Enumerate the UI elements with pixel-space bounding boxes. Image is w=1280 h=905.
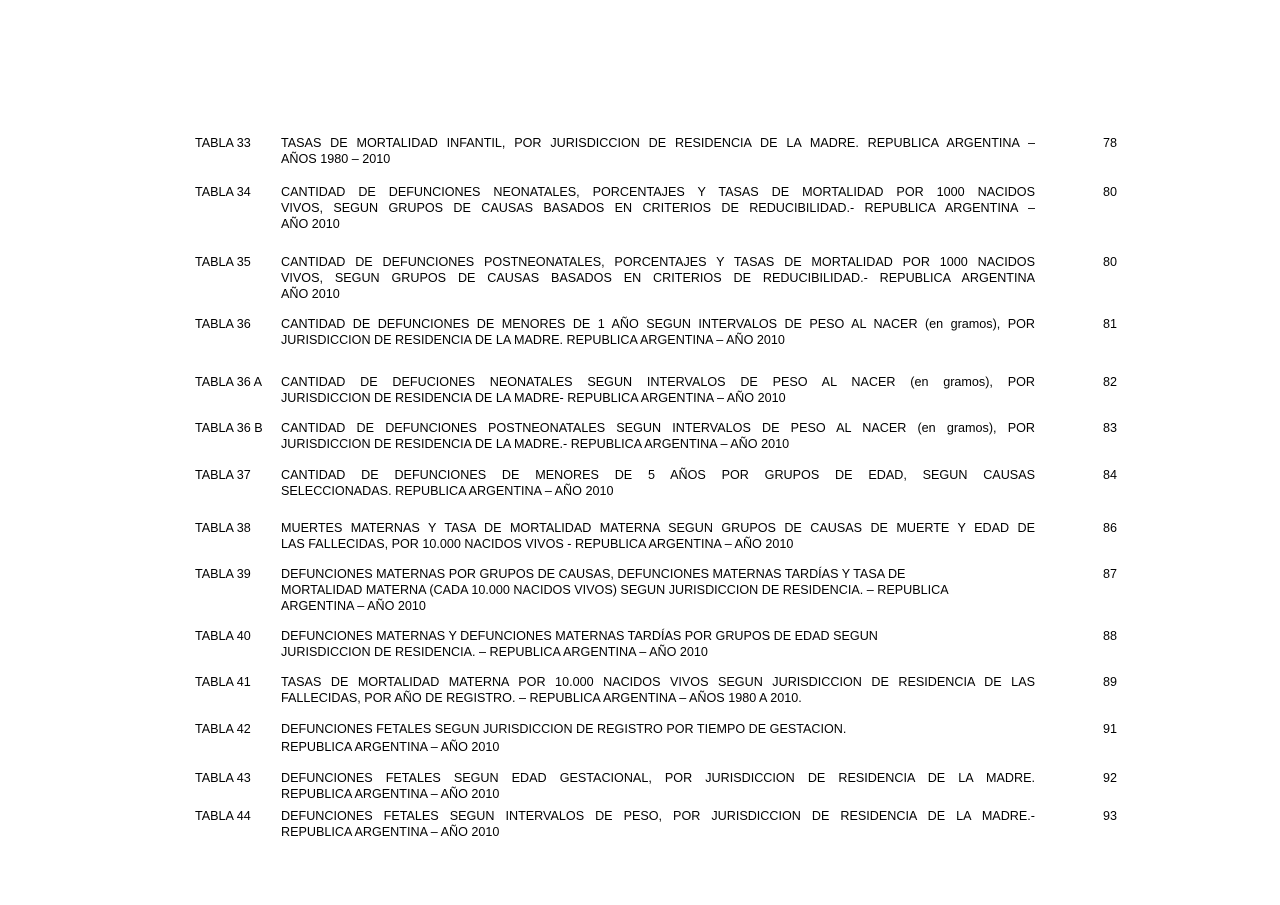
table-label: TABLA 36 (195, 317, 251, 331)
table-title (281, 467, 1035, 499)
page-number: 88 (1102, 629, 1117, 643)
table-title (281, 184, 1035, 232)
title-line: TASAS DE MORTALIDAD MATERNA POR 10.000 NACIDOS VIVOS SEGUN JURISDICCION DE RESIDENCIA DE LAS (281, 675, 1035, 689)
title-line: CANTIDAD DE DEFUCIONES NEONATALES SEGUN INTERVALOS DE PESO AL NACER (en gramos), POR (281, 375, 1035, 389)
title-line: MUERTES MATERNAS Y TASA DE MORTALIDAD MATERNA SEGUN GRUPOS DE CAUSAS DE MUERTE Y EDAD DE (281, 521, 1035, 535)
table-title (281, 566, 1035, 614)
title-line: CANTIDAD DE DEFUNCIONES DE MENORES DE 1 AÑO SEGUN INTERVALOS DE PESO AL NACER (en gramos), POR (281, 317, 1035, 331)
table-label: TABLA 38 (195, 521, 251, 535)
table-title (281, 520, 1035, 552)
table-label: TABLA 43 (195, 771, 251, 785)
table-title (281, 628, 1035, 660)
title-line: CANTIDAD DE DEFUNCIONES DE MENORES DE 5 AÑOS POR GRUPOS DE EDAD, SEGUN CAUSAS (281, 468, 1035, 482)
title-line: TASAS DE MORTALIDAD INFANTIL, POR JURISDICCION DE RESIDENCIA DE LA MADRE. REPUBLICA ARGENTINA – (281, 136, 1035, 150)
table-label: TABLA 42 (195, 722, 251, 736)
table-title (281, 808, 1035, 840)
table-title (281, 316, 1035, 348)
page-number: 80 (1102, 255, 1117, 269)
title-line: AÑO 2010 (281, 287, 340, 301)
title-line: LAS FALLECIDAS, POR 10.000 NACIDOS VIVOS - REPUBLICA ARGENTINA – AÑO 2010 (281, 537, 794, 551)
page-number: 78 (1102, 136, 1117, 150)
page-number: 93 (1102, 809, 1117, 823)
page-number: 87 (1102, 567, 1117, 581)
title-line: SELECCIONADAS. REPUBLICA ARGENTINA – AÑO 2010 (281, 484, 614, 498)
table-label: TABLA 36 A (195, 375, 262, 389)
title-line: REPUBLICA ARGENTINA – AÑO 2010 (281, 740, 500, 754)
table-label: TABLA 40 (195, 629, 251, 643)
title-line: JURISDICCION DE RESIDENCIA. – REPUBLICA ARGENTINA – AÑO 2010 (281, 645, 708, 659)
title-line: DEFUNCIONES FETALES SEGUN EDAD GESTACIONAL, POR JURISDICCION DE RESIDENCIA DE LA MADRE. (281, 771, 1035, 785)
table-title (281, 135, 1035, 167)
title-line: AÑO 2010 (281, 217, 340, 231)
table-label: TABLA 41 (195, 675, 251, 689)
title-line: AÑOS 1980 – 2010 (281, 152, 391, 166)
page-number: 86 (1102, 521, 1117, 535)
page-number: 84 (1102, 468, 1117, 482)
title-line: DEFUNCIONES MATERNAS POR GRUPOS DE CAUSAS, DEFUNCIONES MATERNAS TARDÍAS Y TASA DE (281, 567, 906, 581)
title-line: JURISDICCION DE RESIDENCIA DE LA MADRE- REPUBLICA ARGENTINA – AÑO 2010 (281, 391, 786, 405)
title-line: FALLECIDAS, POR AÑO DE REGISTRO. – REPUBLICA ARGENTINA – AÑOS 1980 A 2010. (281, 691, 802, 705)
page-number: 81 (1102, 317, 1117, 331)
table-label: TABLA 39 (195, 567, 251, 581)
table-title (281, 721, 1035, 755)
page-number: 83 (1102, 421, 1117, 435)
title-line: JURISDICCION DE RESIDENCIA DE LA MADRE.- REPUBLICA ARGENTINA – AÑO 2010 (281, 437, 790, 451)
page-number: 82 (1102, 375, 1117, 389)
table-title (281, 420, 1035, 452)
title-line: VIVOS, SEGUN GRUPOS DE CAUSAS BASADOS EN CRITERIOS DE REDUCIBILIDAD.- REPUBLICA ARGENTINA – (281, 201, 1035, 215)
table-title (281, 674, 1035, 706)
table-title (281, 254, 1035, 302)
title-line: MORTALIDAD MATERNA (CADA 10.000 NACIDOS VIVOS) SEGUN JURISDICCION DE RESIDENCIA. – REPUBLICA (281, 583, 949, 597)
title-line: CANTIDAD DE DEFUNCIONES NEONATALES, PORCENTAJES Y TASAS DE MORTALIDAD POR 1000 NACIDOS (281, 185, 1035, 199)
table-label: TABLA 34 (195, 185, 251, 199)
page-number: 80 (1102, 185, 1117, 199)
title-line: JURISDICCION DE RESIDENCIA DE LA MADRE. REPUBLICA ARGENTINA – AÑO 2010 (281, 333, 785, 347)
title-line: REPUBLICA ARGENTINA – AÑO 2010 (281, 825, 500, 839)
page-number: 91 (1102, 722, 1117, 736)
title-line: VIVOS, SEGUN GRUPOS DE CAUSAS BASADOS EN CRITERIOS DE REDUCIBILIDAD.- REPUBLICA ARGENTINA (281, 271, 1035, 285)
table-label: TABLA 33 (195, 136, 251, 150)
table-label: TABLA 44 (195, 809, 251, 823)
title-line: DEFUNCIONES FETALES SEGUN INTERVALOS DE PESO, POR JURISDICCION DE RESIDENCIA DE LA MADRE.- (281, 809, 1035, 823)
title-line: DEFUNCIONES FETALES SEGUN JURISDICCION DE REGISTRO POR TIEMPO DE GESTACION. (281, 722, 847, 736)
title-line: CANTIDAD DE DEFUNCIONES POSTNEONATALES, PORCENTAJES Y TASAS DE MORTALIDAD POR 1000 NACIDOS (281, 255, 1035, 269)
title-line: CANTIDAD DE DEFUNCIONES POSTNEONATALES SEGUN INTERVALOS DE PESO AL NACER (en gramos), POR (281, 421, 1035, 435)
title-line: ARGENTINA – AÑO 2010 (281, 599, 426, 613)
page-number: 89 (1102, 675, 1117, 689)
table-label: TABLA 35 (195, 255, 251, 269)
table-label: TABLA 37 (195, 468, 251, 482)
table-title (281, 374, 1035, 406)
table-label: TABLA 36 B (195, 421, 263, 435)
title-line: REPUBLICA ARGENTINA – AÑO 2010 (281, 787, 500, 801)
table-title (281, 770, 1035, 802)
title-line: DEFUNCIONES MATERNAS Y DEFUNCIONES MATERNAS TARDÍAS POR GRUPOS DE EDAD SEGUN (281, 629, 878, 643)
page-number: 92 (1102, 771, 1117, 785)
